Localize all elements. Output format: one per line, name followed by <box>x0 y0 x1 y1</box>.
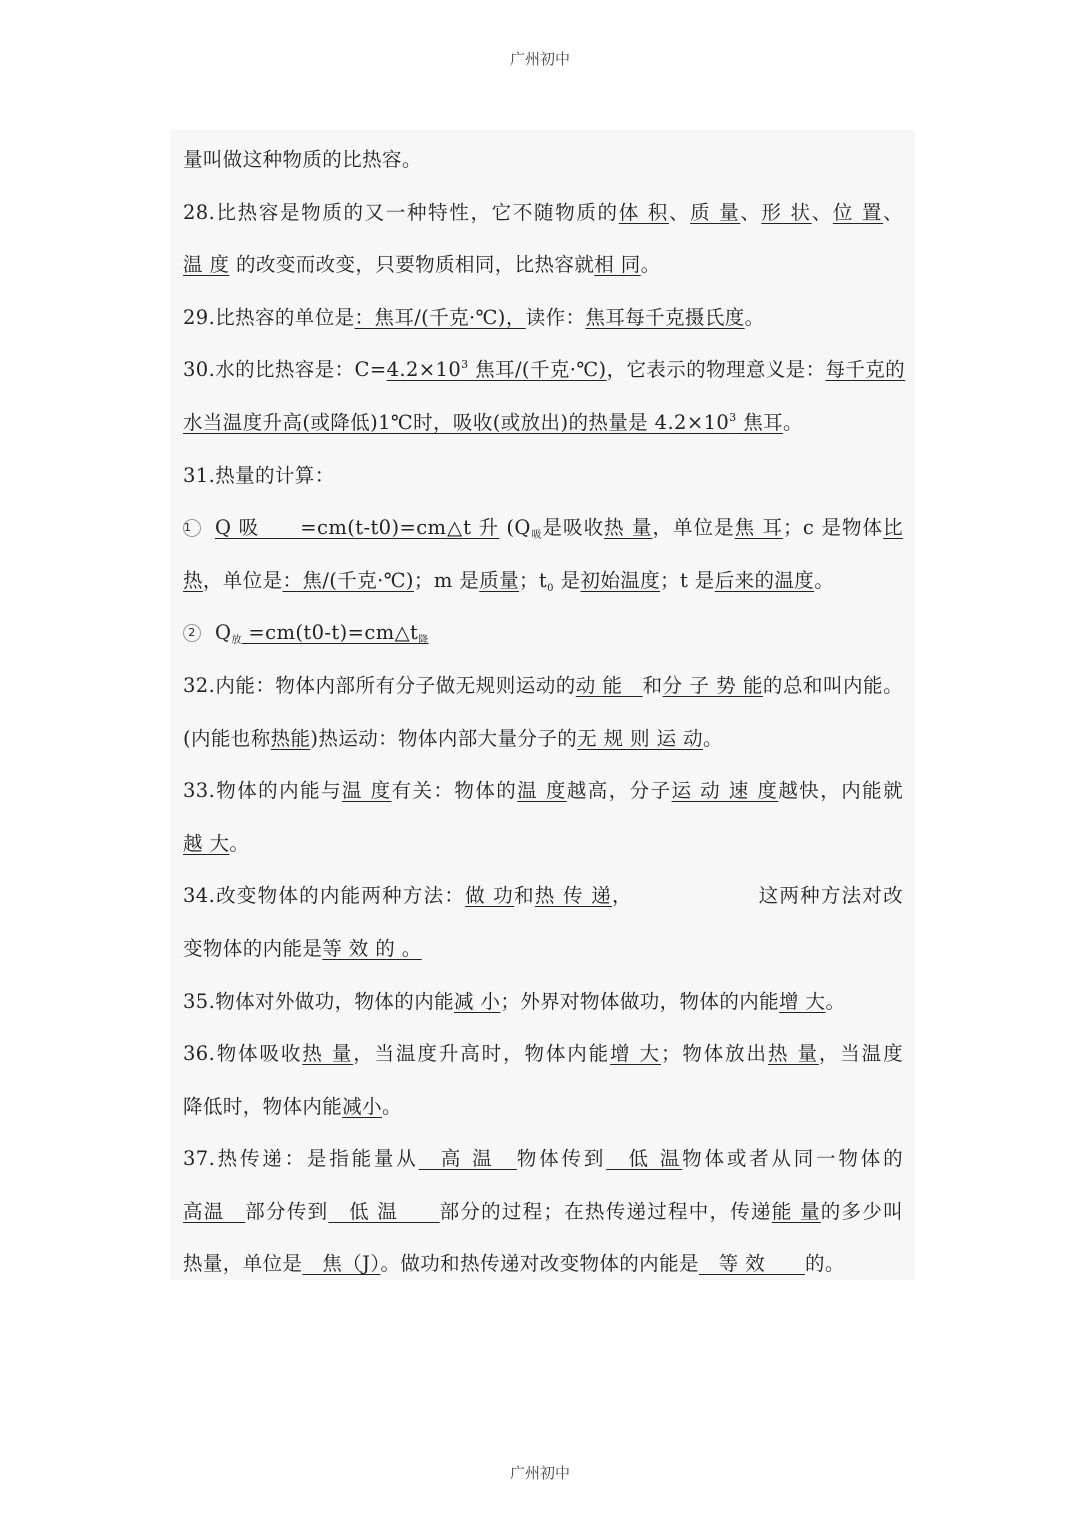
item-29 <box>183 292 903 345</box>
answer-blank: 动 能 <box>575 673 643 697</box>
text: ；t <box>519 568 548 592</box>
text: 31.热量的计算： <box>183 463 335 487</box>
item-31-formula-1-cont <box>183 555 903 608</box>
text: 35.物体对外做功，物体的内能 <box>183 989 455 1013</box>
answer-blank: 位 置 <box>832 200 884 224</box>
answer-blank: 初始温度 <box>580 568 661 592</box>
text: 部分传到 <box>245 1199 329 1223</box>
answer-blank: ：焦/(千克·℃) <box>282 568 414 592</box>
item-33 <box>183 765 903 818</box>
document-body <box>183 134 906 1291</box>
page-footer: 广州初中 <box>509 1464 570 1482</box>
text-line-1 <box>183 134 903 187</box>
text: 32.内能：物体内部所有分子做无规则运动的 <box>183 673 576 697</box>
answer-blank: 能 量 <box>771 1199 821 1223</box>
answer-blank: 分 子 势 能 <box>662 673 763 697</box>
item-28-cont <box>183 239 903 292</box>
text: 越快，内能就 <box>778 779 903 803</box>
answer-blank: 体 积 <box>618 200 669 224</box>
text: 有关：物体的 <box>391 779 518 803</box>
text: 物体或者从同一物体的 <box>682 1147 903 1171</box>
answer-blank: 形 状 <box>761 200 812 224</box>
answer-blank: 焦 耳 <box>734 516 783 540</box>
text: 降低时，物体内能 <box>183 1094 343 1118</box>
text: 。 <box>825 989 846 1013</box>
text: 36.物体吸收 <box>183 1042 303 1066</box>
text: 、 <box>668 200 691 224</box>
item-32 <box>183 660 903 713</box>
text: 这两种方法对改 <box>757 884 904 908</box>
item-36-cont <box>183 1081 903 1134</box>
answer-blank: 热 <box>183 568 203 592</box>
answer-blank: 越 大 <box>183 831 230 855</box>
text: ；t 是 <box>660 568 715 592</box>
item-31-formula-1 <box>183 502 903 555</box>
text: )热运动：物体内部大量分子的 <box>310 726 578 750</box>
answer-blank <box>241 621 429 647</box>
answer-blank: 低 温 <box>328 1199 440 1223</box>
subscript: 放 <box>231 635 242 647</box>
answer-blank: 温 度 <box>517 779 567 803</box>
answer-blank: 做 功 <box>465 884 515 908</box>
item-34 <box>183 870 903 923</box>
text: Q <box>215 621 232 645</box>
text: 是吸收 <box>542 516 605 540</box>
text: ；物体放出 <box>660 1042 768 1066</box>
subscript: 0 <box>547 582 554 594</box>
answer-blank: 等 效 的 。 <box>322 936 422 960</box>
item-36 <box>183 1028 903 1081</box>
text: 部分的过程；在热传递过程中，传递 <box>439 1199 772 1223</box>
text: 28.比热容是物质的又一种特性，它不随物质的 <box>183 200 619 224</box>
text: 。 <box>640 253 661 277</box>
text: ， <box>611 884 633 908</box>
answer-blank: 低 温 <box>606 1147 683 1171</box>
text: ；m 是 <box>413 568 480 592</box>
text: 的。 <box>805 1252 845 1276</box>
text: 4.2×10 <box>386 358 462 382</box>
item-32-cont <box>183 713 903 766</box>
text: 。做功和热传递对改变物体的内能是 <box>380 1252 699 1276</box>
answer-blank: 无 规 则 运 动 <box>577 726 704 750</box>
subscript: 吸 <box>530 530 543 542</box>
text: 是 <box>553 568 581 592</box>
answer-blank: Q 吸 =cm(t-t0)=cm△t 升 <box>215 516 500 540</box>
text: 读作： <box>525 305 586 329</box>
text: ，单位是 <box>202 568 283 592</box>
answer-blank: 后来的温度 <box>714 568 815 592</box>
text: 34.改变物体的内能两种方法： <box>183 884 466 908</box>
circled-number: 1 <box>183 519 201 537</box>
answer-blank: 相 同 <box>594 253 641 277</box>
text: 和 <box>514 884 535 908</box>
answer-blank: 增 大 <box>779 989 826 1013</box>
answer-blank: 热 传 递 <box>534 884 612 908</box>
text: 和 <box>642 673 663 697</box>
text: 29.比热容的单位是 <box>183 305 355 329</box>
text: 的总和叫内能。 <box>762 673 903 697</box>
item-30-cont <box>183 397 903 450</box>
text: 热量，单位是 <box>183 1252 303 1276</box>
answer-blank: 每千克的 <box>825 358 906 382</box>
text: (Q <box>499 516 531 540</box>
circled-number: 2 <box>183 624 201 642</box>
text: 。 <box>703 726 723 750</box>
answer-blank: 减 小 <box>454 989 501 1013</box>
answer-blank: 等 效 <box>698 1252 805 1276</box>
item-31-formula-2 <box>183 607 903 660</box>
answer-blank <box>387 358 607 381</box>
text: 、 <box>740 200 762 224</box>
answer-blank: 热 量 <box>302 1042 354 1066</box>
answer-blank: 高 温 <box>418 1147 517 1171</box>
text: =cm(t0-t)=cm△t <box>241 621 419 645</box>
text: ，当温度 <box>818 1042 903 1066</box>
item-37-cont <box>183 1186 903 1239</box>
item-28 <box>183 187 903 240</box>
answer-blank: 增 大 <box>610 1042 661 1066</box>
answer-blank: 质量 <box>479 568 520 592</box>
item-34-cont <box>183 923 903 976</box>
text: ，它表示的物理意义是： <box>606 358 826 382</box>
answer-blank: 热 量 <box>767 1042 819 1066</box>
page-header: 广州初中 <box>509 50 570 68</box>
text: 焦耳/(千克·℃) <box>468 358 607 382</box>
item-35 <box>183 976 903 1029</box>
item-33-cont <box>183 818 903 871</box>
item-37-cont-2 <box>183 1238 903 1291</box>
item-37 <box>183 1133 903 1186</box>
answer-blank: 质 量 <box>690 200 741 224</box>
answer-blank: 焦（J） <box>302 1252 381 1276</box>
text: ；外界对物体做功，物体的内能 <box>500 989 780 1013</box>
answer-blank: 热 量 <box>604 516 653 540</box>
answer-blank: 温 度 <box>341 779 392 803</box>
text: (内能也称 <box>183 726 271 750</box>
text: 30.水的比热容是：C= <box>183 358 387 382</box>
answer-blank: 减小 <box>342 1094 383 1118</box>
superscript: 3 <box>461 358 469 372</box>
text: 水当温度升高(或降低)1℃时，吸收(或放出)的热量是 4.2×10 <box>183 410 730 434</box>
text: 。 <box>382 1094 402 1118</box>
answer-blank: ：焦耳/(千克·℃)， <box>354 305 526 329</box>
text: 的多少叫 <box>820 1199 903 1223</box>
answer-blank: 运 动 速 度 <box>671 779 779 803</box>
answer-blank: 热能 <box>270 726 311 750</box>
text: 。 <box>744 305 765 329</box>
text: ，单位是 <box>652 516 735 540</box>
text: 的改变而改变，只要物质相同，比热容就 <box>236 253 595 277</box>
text: 。 <box>229 831 250 855</box>
text: 37.热传递：是指能量从 <box>183 1147 419 1171</box>
text: 、 <box>883 200 904 224</box>
text: 物体传到 <box>516 1147 607 1171</box>
text: 。 <box>783 410 803 434</box>
text: 越高，分子 <box>566 779 672 803</box>
answer-blank: 温 度 <box>183 253 230 277</box>
answer-blank: 高温 <box>183 1199 246 1223</box>
text: 33.物体的内能与 <box>183 779 342 803</box>
item-31 <box>183 450 903 503</box>
text: 、 <box>811 200 833 224</box>
answer-blank: 比 <box>883 516 903 540</box>
text: 。 <box>814 568 835 592</box>
text: ，当温度升高时，物体内能 <box>353 1042 611 1066</box>
answer-blank: 焦耳每千克摄氏度 <box>585 305 745 329</box>
text: 焦耳 <box>736 410 784 434</box>
answer-blank <box>183 411 783 434</box>
text: 变物体的内能是 <box>183 936 323 960</box>
text: ；c 是物体 <box>783 516 884 540</box>
item-30 <box>183 344 906 397</box>
superscript: 3 <box>729 410 737 424</box>
text: 量叫做这种物质的比热容。 <box>183 148 422 171</box>
subscript: 降 <box>418 635 429 647</box>
